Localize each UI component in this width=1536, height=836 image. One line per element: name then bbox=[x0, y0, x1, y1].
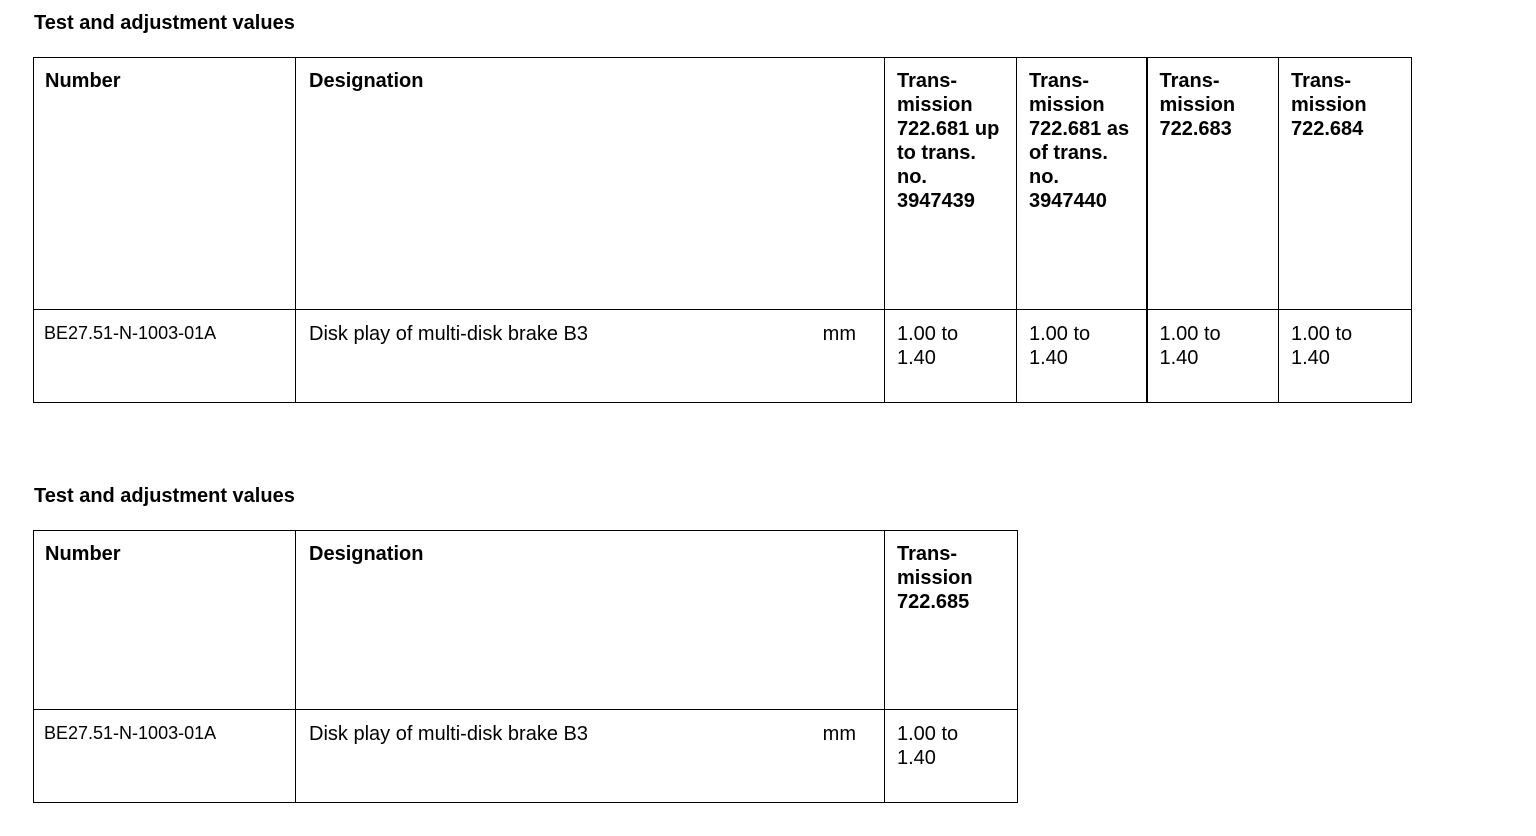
transmission-header-label: Trans- mission 722.681 as of trans. no. 3947440 bbox=[1029, 70, 1130, 212]
value-cell: 1.00 to 1.40 bbox=[885, 310, 1017, 403]
transmission-header bbox=[885, 58, 1017, 310]
designation-cell bbox=[296, 710, 885, 803]
table-header-row bbox=[34, 531, 1018, 710]
transmission-header-label: Trans- mission 722.683 bbox=[1159, 70, 1236, 140]
table-row bbox=[34, 710, 1018, 803]
transmission-header bbox=[1279, 58, 1412, 310]
test-values-table bbox=[33, 530, 1018, 803]
designation-text: Disk play of multi-disk brake B3 bbox=[309, 723, 588, 745]
number-cell: BE27.51-N-1003-01A bbox=[34, 310, 296, 403]
transmission-header-label: Trans- mission 722.681 up to trans. no. 3947439 bbox=[897, 70, 1000, 212]
value-cell: 1.00 to 1.40 bbox=[1147, 310, 1279, 403]
transmission-header-label: Trans- mission 722.684 bbox=[1291, 70, 1367, 140]
value-cell: 1.00 to 1.40 bbox=[885, 710, 1018, 803]
transmission-header bbox=[885, 531, 1018, 710]
number-cell: BE27.51-N-1003-01A bbox=[34, 710, 296, 803]
section-title: Test and adjustment values bbox=[34, 12, 295, 34]
value-cell: 1.00 to 1.40 bbox=[1017, 310, 1147, 403]
test-values-table bbox=[33, 57, 1412, 403]
transmission-header-label: Trans- mission 722.685 bbox=[897, 543, 973, 613]
transmission-header bbox=[1017, 58, 1147, 310]
value-cell: 1.00 to 1.40 bbox=[1279, 310, 1412, 403]
designation-cell bbox=[296, 310, 885, 403]
number-header: Number bbox=[34, 58, 296, 310]
transmission-header bbox=[1147, 58, 1279, 310]
table-row bbox=[34, 310, 1412, 403]
designation-header: Designation bbox=[296, 58, 885, 310]
number-header: Number bbox=[34, 531, 296, 710]
unit-text: mm bbox=[822, 323, 856, 345]
designation-header: Designation bbox=[296, 531, 885, 710]
designation-text: Disk play of multi-disk brake B3 bbox=[309, 323, 588, 345]
unit-text: mm bbox=[822, 723, 856, 745]
table-header-row bbox=[34, 58, 1412, 310]
section-title: Test and adjustment values bbox=[34, 485, 295, 507]
